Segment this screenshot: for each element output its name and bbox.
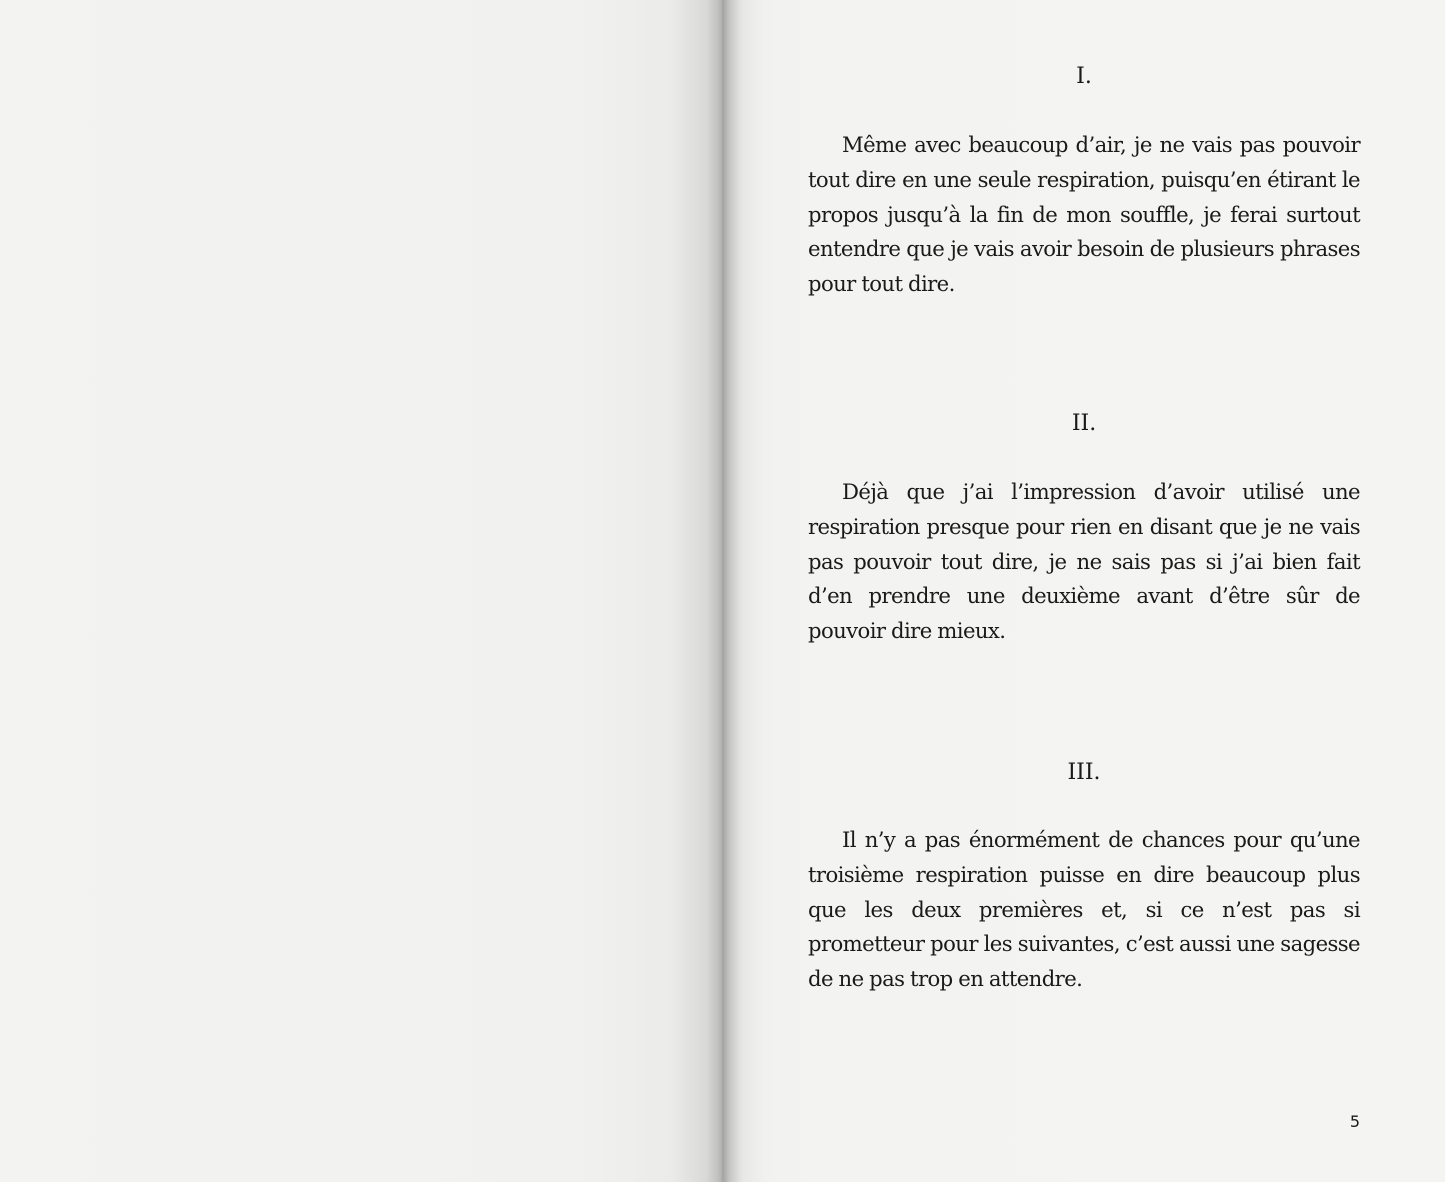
section-heading-2: II. — [1071, 411, 1097, 436]
section-heading-3: III. — [1067, 760, 1101, 785]
book-gutter — [706, 0, 740, 1182]
page-number: 5 — [1349, 1112, 1360, 1131]
left-page-blank — [0, 0, 722, 1182]
section-paragraph-2: Déjà que j’ai l’impression d’avoir utilisé une respiration presque pour rien en disant que je ne vais pas pouvoir tout dire, je ne sais pas si j’ai bien fait d’en prendre une deuxième avant d’être sûr de pouvoir dire mieux. — [808, 479, 1360, 644]
section-paragraph-1: Même avec beaucoup d’air, je ne vais pas pouvoir tout dire en une seule respiration, puisqu’en étirant le propos jusqu’à la fin de mon souffle, je ferai surtout entendre que je vais avoir besoin de plusieurs phrases pour tout dire. — [808, 132, 1360, 297]
section-paragraph-3: Il n’y a pas énormément de chances pour qu’une troisième respiration puisse en dire beaucoup plus que les deux premières et, si ce n’est pas si prometteur pour les suivantes, c’est aussi une sagesse de ne pas trop en attendre. — [808, 827, 1360, 992]
section-heading-1: I. — [1076, 64, 1092, 89]
